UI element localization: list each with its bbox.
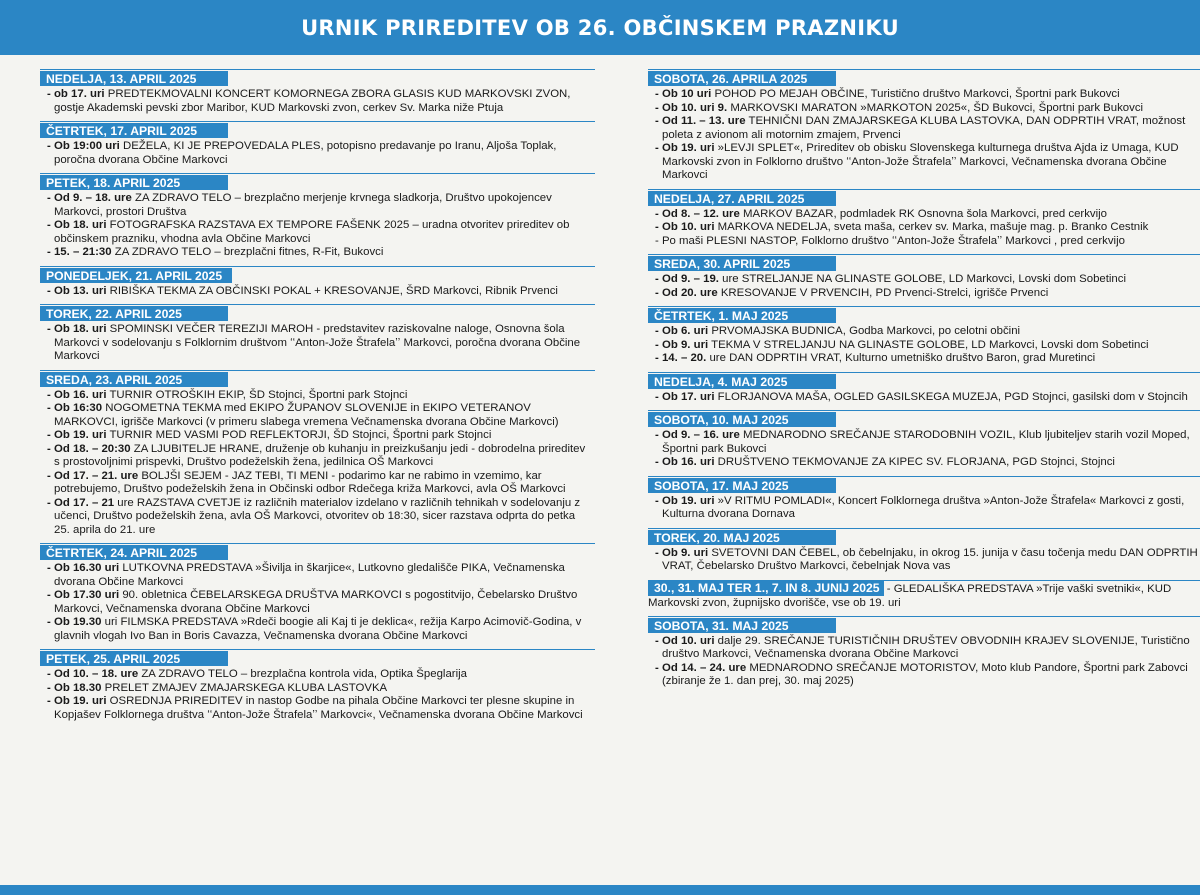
event-text: FOTOGRAFSKA RAZSTAVA EX TEMPORE FAŠENK 2025 – uradna otvoritev prireditev ob občinskem prazniku, vhodna avla Občine Markovci — [54, 219, 570, 245]
event-text: ure DAN ODPRTIH VRAT, Kulturno umetniško društvo Baron, grad Muretinci — [706, 352, 1096, 364]
event-time: - Ob 6. uri — [655, 325, 709, 337]
event-text: DRUŠTVENO TEKMOVANJE ZA KIPEC SV. FLORJANA, PGD Stojnci, Stojnci — [714, 456, 1115, 468]
event-item — [40, 562, 595, 589]
event-time: - Od 10. uri — [655, 634, 715, 647]
event-text: »LEVJI SPLET«, Prireditev ob obisku Slovenskega kulturnega društva Ajda iz Umaga, KUD Markovski zvon in Folklorno društvo ʻʻAnton-Jože Štrafelaʼʼ Markovci, Večnamenska dvorana Občine Markovci — [662, 142, 1179, 181]
event-item — [648, 635, 1200, 662]
day-section — [648, 580, 1200, 610]
event-item — [648, 115, 1200, 142]
event-text: KRESOVANJE V PRVENCIH, PD Prvenci-Strelci, igrišče Prvenci — [717, 286, 1049, 299]
event-time: - Ob 10. uri — [655, 221, 715, 233]
event-time: - Ob 19. uri — [655, 142, 715, 154]
day-header: NEDELJA, 13. APRIL 2025 — [40, 71, 228, 86]
event-text: MEDNARODNO SREČANJE STARODOBNIH VOZIL, Klub ljubiteljev starih vozil Moped, Športni park Bukovci — [662, 429, 1190, 455]
event-time: - Od 18. – 20:30 — [47, 442, 131, 455]
event-time: - Ob 16. uri — [655, 456, 715, 468]
event-text: ure STRELJANJE NA GLINASTE GOLOBE, LD Markovci, Lovski dom Sobetinci — [718, 273, 1126, 285]
event-text: FLORJANOVA MAŠA, OGLED GASILSKEGA MUZEJA, PGD Stojnci, gasilski dom v Stojncih — [714, 390, 1188, 403]
day-header: PETEK, 18. APRIL 2025 — [40, 175, 228, 190]
day-section — [648, 69, 1200, 183]
day-section — [648, 410, 1200, 470]
event-text: MEDNARODNO SREČANJE MOTORISTOV, Moto klub Pandore, Športni park Zabovci (zbiranje že 1. dan prej, 30. maj 2025) — [662, 661, 1188, 687]
event-text: DEŽELA, KI JE PREPOVEDALA PLES, potopisno predavanje po Iranu, Aljoša Toplak, poročna dvorana Občine Markovci — [54, 140, 557, 166]
day-section — [40, 543, 595, 643]
event-item — [40, 140, 595, 167]
event-time: - Ob 10. uri 9. — [655, 101, 728, 114]
title-banner — [0, 0, 1200, 55]
event-text: RIBIŠKA TEKMA ZA OBČINSKI POKAL + KRESOVANJE, ŠRD Markovci, Ribnik Prvenci — [106, 284, 558, 297]
event-item — [40, 389, 595, 403]
event-item — [648, 662, 1200, 689]
day-section — [648, 189, 1200, 249]
event-text: ZA ZDRAVO TELO – brezplačna kontrola vida, Optika Špeglarija — [138, 668, 467, 680]
event-time: - Ob 19:00 uri — [47, 140, 120, 152]
event-time: - Ob 19. uri — [47, 429, 107, 441]
event-item — [648, 495, 1200, 522]
day-section — [40, 304, 595, 364]
event-time: - Od 17. – 21. ure — [47, 469, 139, 482]
event-item — [40, 219, 595, 246]
day-header: SREDA, 23. APRIL 2025 — [40, 372, 228, 387]
event-time: - Ob 18. uri — [47, 219, 107, 231]
day-header: SOBOTA, 31. MAJ 2025 — [648, 618, 836, 633]
event-time: - Ob 18. uri — [47, 323, 107, 335]
event-item — [40, 589, 595, 616]
event-item — [648, 142, 1200, 183]
event-time: - Ob 10 uri — [655, 88, 712, 100]
event-text: LUTKOVNA PREDSTAVA »Šivilja in škarjice«, Lutkovno gledališče PIKA, Večnamenska dvorana Občine Markovci — [54, 562, 565, 588]
event-item — [40, 682, 595, 696]
event-item — [648, 208, 1200, 222]
event-text: PRELET ZMAJEV ZMAJARSKEGA KLUBA LASTOVKA — [101, 681, 388, 694]
event-text: ZA LJUBITELJE HRANE, druženje ob kuhanju in preizkušanju jedi - dobrodelna prireditev s prostovoljnimi prispevki, Društvo podeželskih žena, jedilnica OŠ Markovci — [54, 442, 586, 468]
event-time: - Ob 19. uri — [655, 494, 715, 507]
day-section — [40, 69, 595, 115]
day-section — [648, 476, 1200, 522]
event-text: BOLJŠI SEJEM - JAZ TEBI, TI MENI - podarimo kar ne rabimo in vzemimo, kar potrebujemo, Društvo podeželskih žena in Občinski odbor Rdečega križa Markovci, avla OŠ Markovci — [54, 469, 566, 495]
event-text: OSREDNJA PRIREDITEV in nastop Godbe na pihala Občine Markovci ter plesne skupine in Kopjašev Folklornega društva ʻʻAnton-Jože Štrafelaʼʼ Markovci«, Večnamenska dvorana Občine Markovci — [54, 695, 583, 721]
day-header: ČETRTEK, 24. APRIL 2025 — [40, 545, 228, 560]
event-time: - ob 17. uri — [47, 88, 105, 100]
event-text: PRVOMAJSKA BUDNICA, Godba Markovci, po celotni občini — [708, 325, 1021, 337]
day-header: SOBOTA, 26. APRILA 2025 — [648, 71, 836, 86]
event-time: - Ob 18.30 — [47, 681, 102, 694]
event-text: TURNIR OTROŠKIH EKIP, ŠD Stojnci, Športni park Stojnci — [106, 388, 408, 401]
event-item — [648, 325, 1200, 339]
right-column — [648, 69, 1200, 695]
event-time: - Ob 9. uri — [655, 546, 709, 559]
event-text: MARKOVSKI MARATON »MARKOTON 2025«, ŠD Bukovci, Športni park Bukovci — [727, 101, 1144, 114]
event-time: - 15. – 21:30 — [47, 246, 112, 258]
event-text: - Po maši PLESNI NASTOP, Folklorno društvo ʻʻAnton-Jože Štrafelaʼʼ Markovci , pred cerkvijo — [655, 234, 1125, 247]
event-item — [40, 402, 595, 429]
event-text: POHOD PO MEJAH OBČINE, Turistično društvo Markovci, Športni park Bukovci — [711, 88, 1120, 100]
event-time: - Od 9. – 18. ure — [47, 192, 132, 204]
event-text: »V RITMU POMLADI«, Koncert Folklornega društva »Anton-Jože Štrafela« Markovci z gosti, Kulturna dvorana Dornava — [662, 494, 1185, 520]
day-header: PETEK, 25. APRIL 2025 — [40, 651, 228, 666]
day-header: PONEDELJEK, 21. APRIL 2025 — [40, 268, 232, 283]
event-item — [648, 235, 1200, 249]
event-time: - Ob 9. uri — [655, 338, 709, 351]
event-item — [40, 497, 595, 538]
event-item — [648, 456, 1200, 470]
event-text: NOGOMETNA TEKMA med EKIPO ŽUPANOV SLOVENIJE in EKIPO VETERANOV MARKOVCI, igrišče Markovci (v primeru slabega vremena Večnamenska dvorana Občine Markovci) — [54, 402, 559, 428]
event-item — [648, 273, 1200, 287]
event-item — [40, 246, 595, 260]
event-item — [648, 391, 1200, 405]
footer-bar — [0, 885, 1200, 895]
day-header: NEDELJA, 27. APRIL 2025 — [648, 191, 836, 206]
day-section — [648, 254, 1200, 300]
day-section — [648, 372, 1200, 405]
day-section — [648, 306, 1200, 366]
day-header: SOBOTA, 17. MAJ 2025 — [648, 478, 836, 493]
day-header: NEDELJA, 4. MAJ 2025 — [648, 374, 836, 389]
event-time: - Od 17. – 21 — [47, 496, 115, 509]
day-section — [40, 121, 595, 167]
day-header: TOREK, 20. MAJ 2025 — [648, 530, 836, 545]
event-item — [40, 470, 595, 497]
event-item — [648, 221, 1200, 235]
event-item — [648, 429, 1200, 456]
day-header: TOREK, 22. APRIL 2025 — [40, 306, 228, 321]
day-header: SREDA, 30. APRIL 2025 — [648, 256, 836, 271]
event-time: - Ob 16. uri — [47, 388, 107, 401]
event-item — [40, 323, 595, 364]
event-item — [40, 695, 595, 722]
day-section — [648, 616, 1200, 689]
event-text: uri FILMSKA PREDSTAVA »Rdeči boogie ali Kaj ti je deklica«, režija Karpo Acimovič-Godina, v glavnih vlogah Ivo Ban in Boris Cavazza, Večnamenska dvorana Občine Markovci — [54, 616, 582, 642]
event-text: TURNIR MED VASMI POD REFLEKTORJI, ŠD Stojnci, Športni park Stojnci — [106, 429, 492, 441]
event-item — [40, 429, 595, 443]
event-item — [648, 547, 1200, 574]
event-item — [40, 192, 595, 219]
event-text: 90. obletnica ČEBELARSKEGA DRUŠTVA MARKOVCI s pogostitvijo, Čebelarsko Društvo Markovci, Večnamenska dvorana Občine Markovci — [54, 589, 578, 615]
event-time: - Ob 17.30 uri — [47, 589, 120, 601]
event-time: - Ob 19. uri — [47, 695, 107, 707]
event-time: - Ob 13. uri — [47, 284, 107, 297]
event-time: - Ob 16.30 uri — [47, 562, 120, 574]
day-header: ČETRTEK, 17. APRIL 2025 — [40, 123, 228, 138]
event-time: - Od 9. – 16. ure — [655, 429, 740, 441]
event-item — [648, 287, 1200, 301]
event-item — [648, 88, 1200, 102]
event-item — [648, 102, 1200, 116]
day-header: 30., 31. MAJ TER 1., 7. IN 8. JUNIJ 2025 — [648, 580, 884, 596]
event-item — [40, 443, 595, 470]
day-header: ČETRTEK, 1. MAJ 2025 — [648, 308, 836, 323]
day-section — [648, 528, 1200, 574]
event-text: dalje 29. SREČANJE TURISTIČNIH DRUŠTEV OBVODNIH KRAJEV SLOVENIJE, Turistično društvo Markovci, Večnamenska dvorana Občine Markovci — [662, 634, 1190, 660]
day-section — [40, 173, 595, 260]
day-section — [40, 370, 595, 538]
event-item — [40, 285, 595, 299]
event-text: ZA ZDRAVO TELO – brezplačno merjenje krvnega sladkorja, Društvo upokojencev Markovci, prostori Društva — [54, 192, 552, 218]
event-text: ZA ZDRAVO TELO – brezplačni fitnes, R-Fit, Bukovci — [111, 246, 384, 258]
event-time: - Od 10. – 18. ure — [47, 668, 139, 680]
event-text: - GLEDALIŠKA PREDSTAVA »Trije vaški svetniki«, KUD Markovski zvon, župnijsko dvorišče, vse ob 19. uri — [648, 582, 1172, 609]
event-text: SPOMINSKI VEČER TEREZIJI MAROH - predstavitev raziskovalne naloge, Osnovna šola Markovci v sodelovanju s Folklornim društvom ʻʻAnton-Jože Štrafelaʼʼ Markovci, poročna dvorana Občine Markovci — [54, 323, 581, 362]
event-item — [648, 339, 1200, 353]
event-time: - Od 20. ure — [655, 286, 718, 299]
event-text: SVETOVNI DAN ČEBEL, ob čebelnjaku, in okrog 15. junija v času točenja medu DAN ODPRTIH VRAT, Čebelarsko Društvo Markovci, čebelnjak Nova vas — [662, 546, 1198, 572]
event-time: - Ob 19.30 — [47, 616, 102, 628]
day-section — [40, 266, 595, 299]
event-item — [40, 668, 595, 682]
event-time: - Od 9. – 19. — [655, 273, 719, 285]
page-title: URNIK PRIREDITEV OB 26. OBČINSKEM PRAZNIKU — [301, 15, 899, 40]
day-inline-entry — [648, 580, 1200, 610]
event-time: - Od 11. – 13. ure — [655, 115, 746, 127]
event-text: MARKOVA NEDELJA, sveta maša, cerkev sv. Marka, mašuje mag. p. Branko Cestnik — [714, 221, 1149, 233]
event-time: - Od 14. – 24. ure — [655, 661, 747, 674]
day-header: SOBOTA, 10. MAJ 2025 — [648, 412, 836, 427]
day-section — [40, 649, 595, 722]
event-item — [40, 88, 595, 115]
event-text: PREDTEKMOVALNI KONCERT KOMORNEGA ZBORA GLASIS KUD MARKOVSKI ZVON, gostje Akademski pevski zbor Maribor, KUD Markovski zvon, cerkev Sv. Marka niže Ptuja — [54, 88, 571, 114]
left-column — [40, 69, 595, 728]
event-text: ure RAZSTAVA CVETJE iz različnih materialov izdelano v različnih tehnikah v sodelovanju z učenci, Društvo podeželskih žena, avla OŠ Markovci, otvoritev ob 18:30, sicer razstava odprta do petka 25. aprila do 21. ure — [54, 496, 581, 536]
event-text: MARKOV BAZAR, podmladek RK Osnovna šola Markovci, pred cerkvijo — [739, 207, 1108, 220]
event-text: TEKMA V STRELJANJU NA GLINASTE GOLOBE, LD Markovci, Lovski dom Sobetinci — [708, 338, 1149, 351]
event-time: - 14. – 20. — [655, 352, 707, 364]
event-time: - Ob 17. uri — [655, 390, 715, 403]
event-item — [40, 616, 595, 643]
event-text: TEHNIČNI DAN ZMAJARSKEGA KLUBA LASTOVKA, DAN ODPRTIH VRAT, možnost poleta z avionom ali motornim zmajem, Prvenci — [662, 115, 1186, 141]
event-time: - Ob 16:30 — [47, 402, 103, 414]
event-time: - Od 8. – 12. ure — [655, 207, 740, 220]
event-item — [648, 352, 1200, 366]
